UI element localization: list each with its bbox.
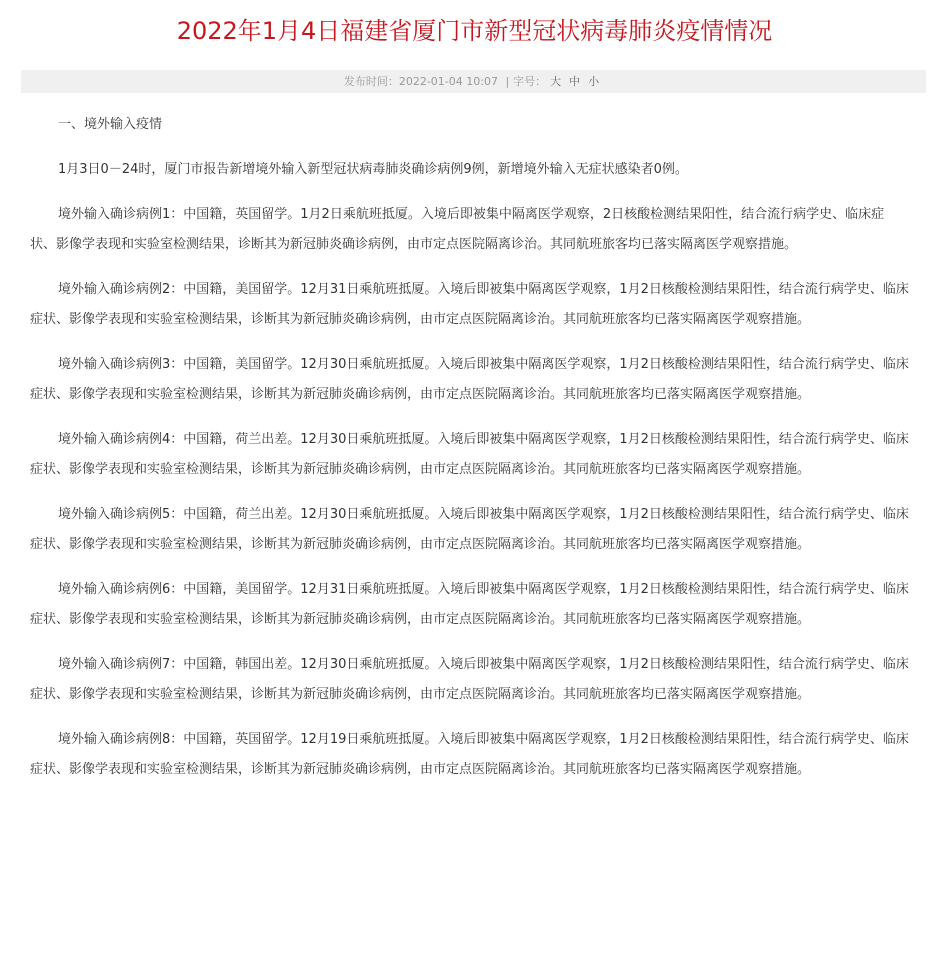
- publish-time: 2022-01-04 10:07: [398, 75, 498, 88]
- font-size-label: 字号：: [513, 75, 547, 88]
- article-meta-bar: [21, 70, 926, 93]
- article-title: 2022年1月4日福建省厦门市新型冠状病毒肺炎疫情情况: [176, 17, 773, 45]
- case-paragraph-3: 境外输入确诊病例3：中国籍，美国留学。12月30日乘航班抵厦。入境后即被集中隔离医学观察，1月2日核酸检测结果阳性，结合流行病学史、临床症状、影像学表现和实验室检测结果，诊断其为新冠肺炎确诊病例，由市定点医院隔离诊治。其同航班旅客均已落实隔离医学观察措施。: [30, 357, 909, 402]
- publish-label: 发布时间：: [343, 75, 399, 88]
- case-paragraph-1: 境外输入确诊病例1：中国籍，英国留学。1月2日乘航班抵厦。入境后即被集中隔离医学观察，2日核酸检测结果阳性，结合流行病学史、临床症状、影像学表现和实验室检测结果，诊断其为新冠肺炎确诊病例，由市定点医院隔离诊治。其同航班旅客均已落实隔离医学观察措施。: [30, 207, 885, 252]
- section-heading: 一、境外输入疫情: [58, 117, 163, 132]
- summary-paragraph: 1月3日0－24时，厦门市报告新增境外输入新型冠状病毒肺炎确诊病例9例，新增境外输入无症状感染者0例。: [58, 162, 688, 177]
- article-body: [30, 110, 910, 800]
- font-size-small-button[interactable]: 小: [588, 75, 600, 88]
- case-paragraph-7: 境外输入确诊病例7：中国籍，韩国出差。12月30日乘航班抵厦。入境后即被集中隔离医学观察，1月2日核酸检测结果阳性，结合流行病学史、临床症状、影像学表现和实验室检测结果，诊断其为新冠肺炎确诊病例，由市定点医院隔离诊治。其同航班旅客均已落实隔离医学观察措施。: [30, 657, 909, 702]
- meta-separator: |: [505, 75, 510, 88]
- case-paragraph-8: 境外输入确诊病例8：中国籍，英国留学。12月19日乘航班抵厦。入境后即被集中隔离医学观察，1月2日核酸检测结果阳性，结合流行病学史、临床症状、影像学表现和实验室检测结果，诊断其为新冠肺炎确诊病例，由市定点医院隔离诊治。其同航班旅客均已落实隔离医学观察措施。: [30, 732, 909, 777]
- font-size-large-button[interactable]: 大: [550, 75, 562, 88]
- font-size-medium-button[interactable]: 中: [569, 75, 581, 88]
- case-paragraph-5: 境外输入确诊病例5：中国籍，荷兰出差。12月30日乘航班抵厦。入境后即被集中隔离医学观察，1月2日核酸检测结果阳性，结合流行病学史、临床症状、影像学表现和实验室检测结果，诊断其为新冠肺炎确诊病例，由市定点医院隔离诊治。其同航班旅客均已落实隔离医学观察措施。: [30, 507, 909, 552]
- case-paragraph-4: 境外输入确诊病例4：中国籍，荷兰出差。12月30日乘航班抵厦。入境后即被集中隔离医学观察，1月2日核酸检测结果阳性，结合流行病学史、临床症状、影像学表现和实验室检测结果，诊断其为新冠肺炎确诊病例，由市定点医院隔离诊治。其同航班旅客均已落实隔离医学观察措施。: [30, 432, 909, 477]
- case-paragraph-6: 境外输入确诊病例6：中国籍，美国留学。12月31日乘航班抵厦。入境后即被集中隔离医学观察，1月2日核酸检测结果阳性，结合流行病学史、临床症状、影像学表现和实验室检测结果，诊断其为新冠肺炎确诊病例，由市定点医院隔离诊治。其同航班旅客均已落实隔离医学观察措施。: [30, 582, 909, 627]
- case-paragraph-2: 境外输入确诊病例2：中国籍，美国留学。12月31日乘航班抵厦。入境后即被集中隔离医学观察，1月2日核酸检测结果阳性，结合流行病学史、临床症状、影像学表现和实验室检测结果，诊断其为新冠肺炎确诊病例，由市定点医院隔离诊治。其同航班旅客均已落实隔离医学观察措施。: [30, 282, 909, 327]
